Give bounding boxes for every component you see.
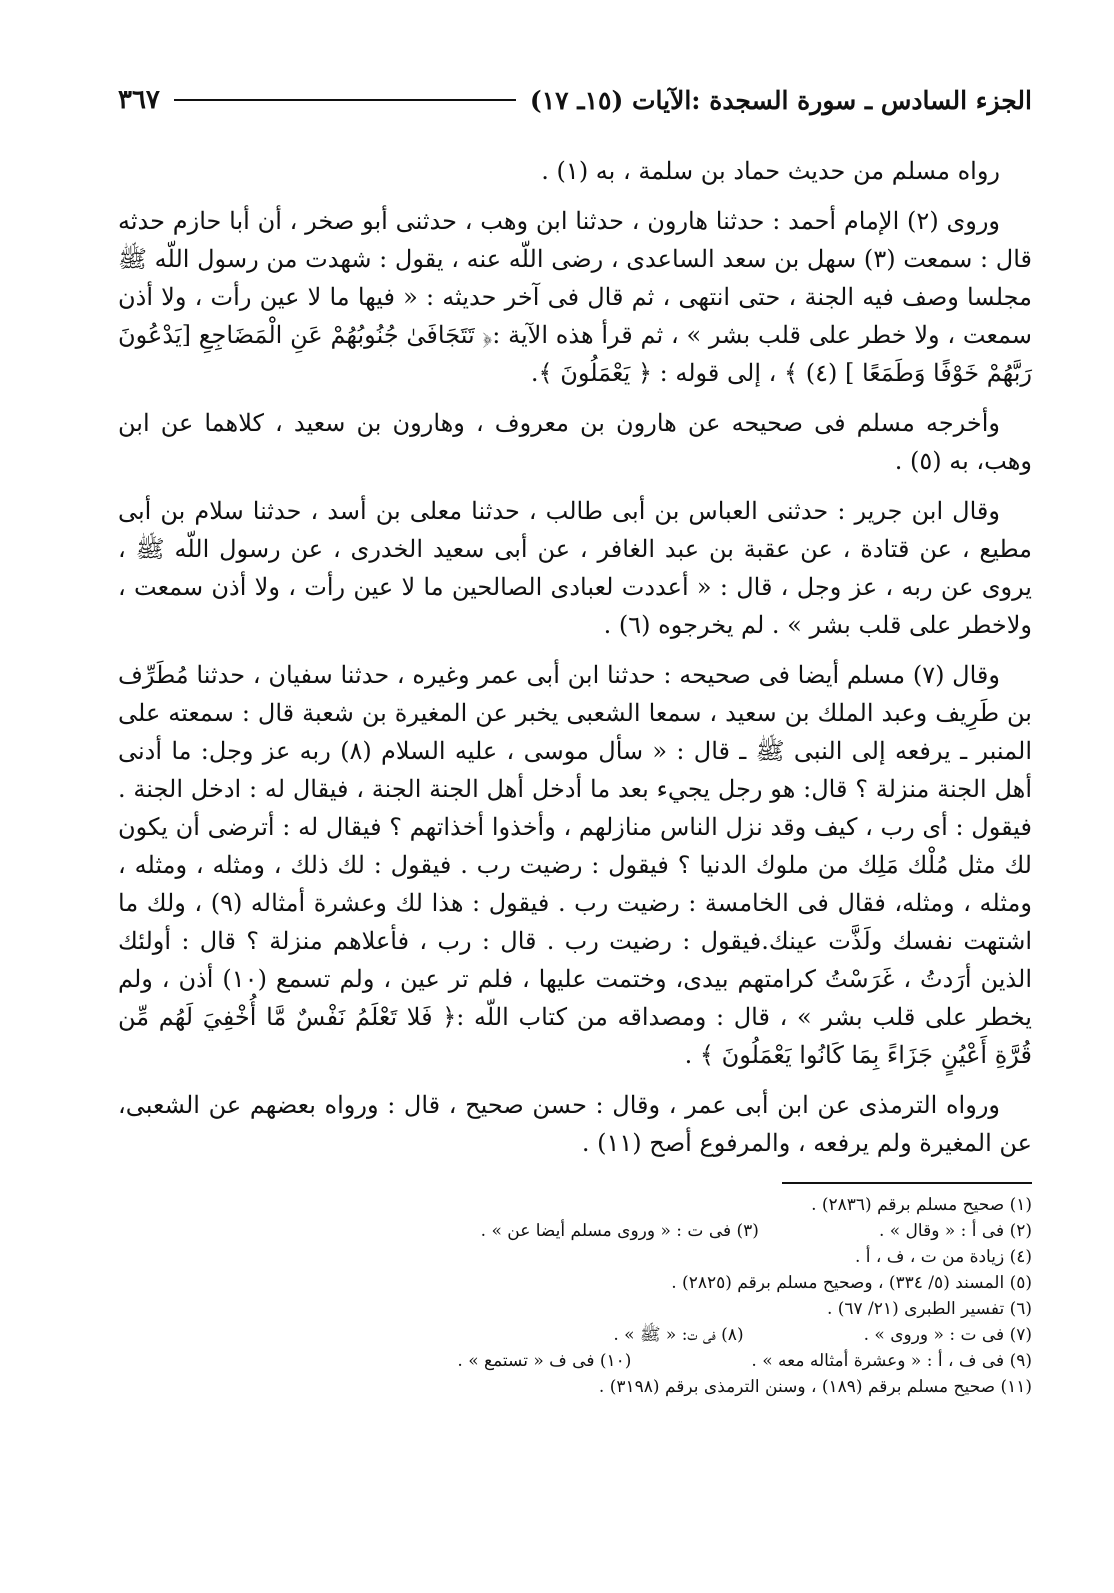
paragraph: وروى (٢) الإمام أحمد : حدثنا هارون ، حدثنا ابن وهب ، حدثنى أبو صخر ، أن أبا حازم حدثه قال : سمعت (٣) سهل بن سعد الساعدى ، رضى اللّه عنه ، يقول : شهدت من رسول اللّه ﷺ مجلسا وصف فيه الجنة ، حتى انتهى ، ثم قال فى آخر حديثه : « فيها ما لا عين رأت ، ولا أذن سمعت ، ولا خطر على قلب بشر » ، ثم قرأ هذه الآية :﴿ تَتَجَافَىٰ جُنُوبُهُمْ عَنِ الْمَضَاجِعِ [يَدْعُونَ رَبَّهُمْ خَوْفًا وَطَمَعًا ] (٤) ﴾ ، إلى قوله : ﴿ يَعْمَلُونَ ﴾. (118, 207, 1033, 387)
paragraph: ورواه الترمذى عن ابن أبى عمر ، وقال : حسن صحيح ، قال : ورواه بعضهم عن الشعبى، عن المغيرة ولم يرفعه ، والمرفوع أصح (١١) . (118, 1091, 1032, 1157)
header-rule (174, 99, 516, 101)
paragraph: وقال ابن جرير : حدثنى العباس بن أبى طالب ، حدثنا معلى بن أسد ، حدثنا سلام بن أبى مطيع ، عن قتادة ، عن عقبة بن عبد الغافر ، عن أبى سعيد الخدرى ، عن رسول اللّه ﷺ ، يروى عن ربه ، عز وجل ، قال : « أعددت لعبادى الصالحين ما لا عين رأت ، ولا أذن سمعت ، ولاخطر على قلب بشر » . لم يخرجوه (٦) . (118, 497, 1032, 639)
page-number: ٣٦٧ (118, 85, 160, 115)
footnote: (١٠) فى ف « تستمع » . (457, 1351, 632, 1371)
footnotes (118, 1192, 1032, 1400)
header-title: الجزء السادس ـ سورة السجدة :الآيات (١٥ـ ١٧) (529, 85, 1032, 115)
footnote: (١١) صحيح مسلم برقم (١٨٩) ، وسنن الترمذى برقم (٣١٩٨) . (598, 1377, 1032, 1397)
paragraph: وقال (٧) مسلم أيضا فى صحيحه : حدثنا ابن أبى عمر وغيره ، حدثنا سفيان ، حدثنا مُطَرِّف بن طَرِيف وعبد الملك بن سعيد ، سمعا الشعبى يخبر عن المغيرة بن شعبة قال : سمعته على المنبر ـ يرفعه إلى النبى ﷺ ـ قال : « سأل موسى ، عليه السلام (٨) ربه عز وجل: ما أدنى أهل الجنة منزلة ؟ قال: هو رجل يجيء بعد ما أدخل أهل الجنة الجنة ، فيقال له : ادخل الجنة . فيقول : أى رب ، كيف وقد نزل الناس منازلهم ، وأخذوا أخذاتهم ؟ فيقال له : أترضى أن يكون لك مثل مُلْك مَلِك من ملوك الدنيا ؟ فيقول : رضيت رب . فيقول : لك ذلك ، ومثله ، ومثله ، ومثله ، ومثله، فقال فى الخامسة : رضيت رب . فيقول : هذا لك وعشرة أمثاله (٩) ، ولك ما اشتهت نفسك ولَذَّت عينك.فيقول : رضيت رب . قال : رب ، فأعلاهم منزلة ؟ قال : أولئك الذين أرَدتُ ، غَرَسْتُ كرامتهم بيدى، وختمت عليها ، فلم تر عين ، ولم تسمع (١٠) أذن ، ولم يخطر على قلب بشر » ، قال : ومصداقه من كتاب اللّه :﴿ فَلا تَعْلَمُ نَفْسٌ مَّا أُخْفِيَ لَهُم مِّن قُرَّةِ أَعْيُنٍ جَزَاءً بِمَا كَانُوا يَعْمَلُونَ ﴾ . (118, 661, 1032, 1069)
footnote: (٤) زيادة من ت ، ف ، أ . (854, 1247, 1032, 1267)
footnote: (٨) فى ت: « ﷺ » . (613, 1325, 744, 1345)
footnote-divider (782, 1182, 1032, 1184)
footnote: (٦) تفسير الطبرى (٢١/ ٦٧) . (826, 1299, 1032, 1319)
running-header (118, 80, 1032, 120)
footnote: (٢) فى أ : « وقال » . (878, 1221, 1032, 1241)
footnote: (٧) فى ت : « وروى » . (863, 1325, 1032, 1345)
paragraph: رواه مسلم من حديث حماد بن سلمة ، به (١) . (541, 157, 1000, 185)
footnote: (٣) فى ت : « وروى مسلم أيضا عن » . (480, 1221, 759, 1241)
footnote: (٥) المسند (٥/ ٣٣٤) ، وصحيح مسلم برقم (٢٨٢٥) . (671, 1273, 1032, 1293)
main-text (118, 152, 1032, 1162)
paragraph: وأخرجه مسلم فى صحيحه عن هارون بن معروف ، وهارون بن سعيد ، كلاهما عن ابن وهب، به (٥) . (118, 409, 1032, 475)
footnote: (١) صحيح مسلم برقم (٢٨٣٦) . (811, 1195, 1032, 1215)
book-page (118, 80, 1032, 1400)
footnote: (٩) فى ف ، أ : « وعشرة أمثاله معه » . (751, 1351, 1032, 1371)
